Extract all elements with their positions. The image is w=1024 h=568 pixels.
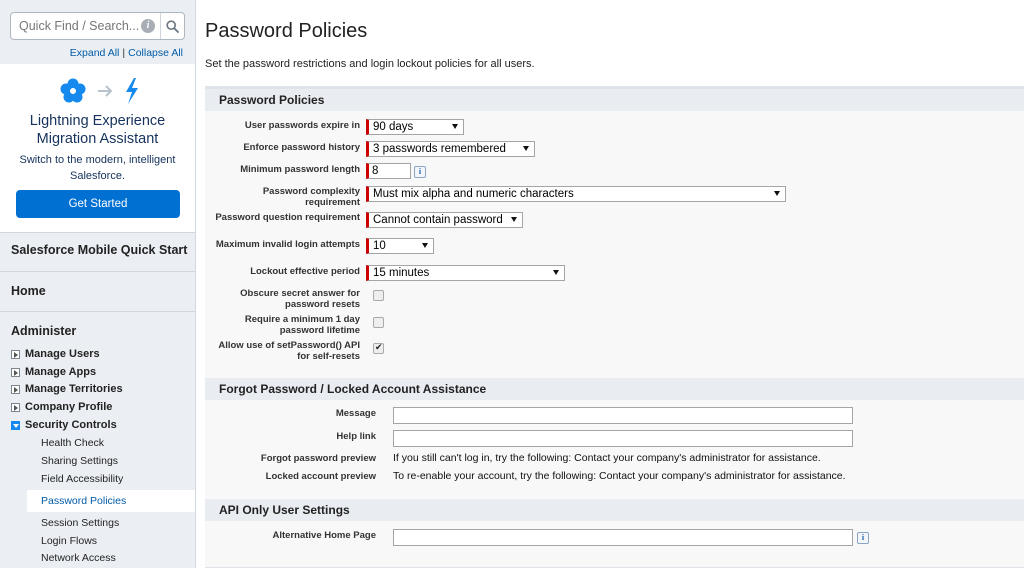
home-section: [0, 271, 195, 311]
alt-home-input[interactable]: [393, 529, 853, 546]
sidebar-item-manage-apps[interactable]: [11, 366, 96, 378]
collapse-all-link[interactable]: Collapse All: [128, 47, 183, 59]
sidebar-item-password-policies[interactable]: Password Policies: [27, 490, 196, 512]
migration-subtitle: Switch to the modern, intelligent Salesforce.: [19, 154, 176, 182]
set-password-api-label: Allow use of setPassword() API for self-resets: [218, 340, 360, 362]
quick-find-box: [10, 12, 185, 40]
migration-icons: [58, 76, 148, 106]
sidebar-item-sharing-settings[interactable]: Sharing Settings: [41, 455, 119, 467]
sidebar-item-network-access[interactable]: Network Access: [41, 552, 116, 564]
dropdown-arrow-icon: [452, 124, 458, 129]
sidebar-item-session-settings[interactable]: Session Settings: [41, 517, 120, 529]
dropdown-arrow-icon: [422, 243, 428, 248]
expand-all-link[interactable]: Expand All: [69, 47, 120, 59]
info-icon[interactable]: i: [414, 166, 426, 178]
expand-icon[interactable]: [11, 368, 20, 377]
get-started-button[interactable]: Get Started: [16, 190, 180, 218]
info-icon[interactable]: i: [857, 532, 869, 544]
obscure-secret-label: Obscure secret answer for password resets: [240, 288, 360, 310]
question-select[interactable]: [366, 212, 523, 228]
collapse-icon[interactable]: [11, 421, 20, 430]
sidebar-item-company-profile[interactable]: [11, 401, 112, 413]
settings-panel: [205, 86, 1024, 568]
sidebar-item-manage-territories[interactable]: [11, 383, 123, 395]
expand-collapse-links: [70, 47, 183, 59]
lightning-bolt-icon: [126, 78, 138, 104]
help-link-label: Help link: [336, 431, 376, 442]
set-password-api-checkbox[interactable]: [373, 343, 384, 354]
dropdown-arrow-icon: [511, 217, 517, 222]
search-icon: [166, 20, 179, 33]
dropdown-arrow-icon: [553, 270, 559, 275]
obscure-secret-checkbox[interactable]: [373, 290, 384, 301]
sidebar-item-manage-users[interactable]: [11, 348, 100, 360]
min-length-label: Minimum password length: [240, 164, 360, 175]
link-separator: |: [122, 47, 126, 59]
expand-icon[interactable]: [11, 350, 20, 359]
locked-preview-text: To re-enable your account, try the following: Contact your company's administrator for assistance.: [393, 470, 846, 482]
select-value: 10: [373, 240, 386, 252]
sidebar-item-login-flows[interactable]: Login Flows: [41, 535, 98, 547]
select-value: Cannot contain password: [373, 214, 503, 226]
expand-icon[interactable]: [11, 385, 20, 394]
select-value: 15 minutes: [373, 267, 430, 279]
alt-home-label: Alternative Home Page: [272, 530, 376, 541]
main-content: [196, 0, 1024, 568]
password-expire-select[interactable]: [366, 119, 464, 135]
lockout-period-label: Lockout effective period: [250, 266, 360, 277]
complexity-select[interactable]: [366, 186, 786, 202]
setup-sidebar: [0, 0, 196, 568]
sidebar-item-label: Manage Apps: [25, 366, 97, 378]
forgot-preview-label: Forgot password preview: [260, 453, 376, 464]
migration-assistant-card: [0, 64, 195, 232]
lockout-period-select[interactable]: [366, 265, 565, 281]
password-policies-heading: Password Policies: [205, 89, 1024, 111]
history-label: Enforce password history: [243, 142, 360, 153]
select-value: Must mix alpha and numeric characters: [373, 188, 574, 200]
page-description: Set the password restrictions and login lockout policies for all users.: [205, 58, 535, 70]
select-value: 3 passwords remembered: [373, 143, 506, 155]
dropdown-arrow-icon: [774, 191, 780, 196]
forgot-preview-text: If you still can't log in, try the following: Contact your company's administrator for assistance.: [393, 452, 821, 464]
question-label: Password question requirement: [215, 212, 360, 223]
arrow-right-icon: [98, 86, 111, 96]
quick-find-input[interactable]: [11, 13, 161, 39]
sidebar-item-health-check[interactable]: Health Check: [41, 437, 105, 449]
expand-icon[interactable]: [11, 403, 20, 412]
migration-title: Lightning Experience Migration Assistant: [29, 113, 166, 147]
message-label: Message: [335, 408, 376, 419]
min-lifetime-checkbox[interactable]: [373, 317, 384, 328]
search-button[interactable]: [160, 13, 184, 39]
min-length-input[interactable]: 8: [366, 163, 411, 179]
complexity-label: Password complexity requirement: [262, 186, 360, 208]
forgot-password-heading: Forgot Password / Locked Account Assistance: [205, 378, 1024, 400]
home-link[interactable]: Home: [11, 284, 46, 298]
sidebar-item-label: Manage Territories: [25, 383, 123, 395]
mobile-quick-start-link[interactable]: Salesforce Mobile Quick Start: [11, 243, 188, 257]
mobile-quick-start-section: [0, 232, 195, 268]
sidebar-item-security-controls[interactable]: [11, 419, 117, 431]
info-icon[interactable]: i: [141, 19, 155, 33]
sidebar-item-label: Manage Users: [25, 348, 100, 360]
invalid-attempts-label: Maximum invalid login attempts: [215, 239, 360, 250]
password-history-select[interactable]: [366, 141, 535, 157]
message-input[interactable]: [393, 407, 853, 424]
expire-label: User passwords expire in: [244, 120, 360, 131]
min-lifetime-label: Require a minimum 1 day password lifetime: [244, 314, 360, 336]
page-title: Password Policies: [205, 20, 368, 42]
sidebar-item-field-accessibility[interactable]: Field Accessibility: [41, 473, 124, 485]
sidebar-item-label: Security Controls: [25, 419, 117, 431]
api-only-heading: API Only User Settings: [205, 499, 1024, 521]
sidebar-item-label: Company Profile: [25, 401, 113, 413]
select-value: 90 days: [373, 121, 414, 133]
invalid-attempts-select[interactable]: [366, 238, 434, 254]
locked-preview-label: Locked account preview: [265, 471, 376, 482]
flower-icon: [61, 79, 86, 103]
administer-heading: Administer: [11, 324, 77, 338]
dropdown-arrow-icon: [523, 146, 529, 151]
help-link-input[interactable]: [393, 430, 853, 447]
